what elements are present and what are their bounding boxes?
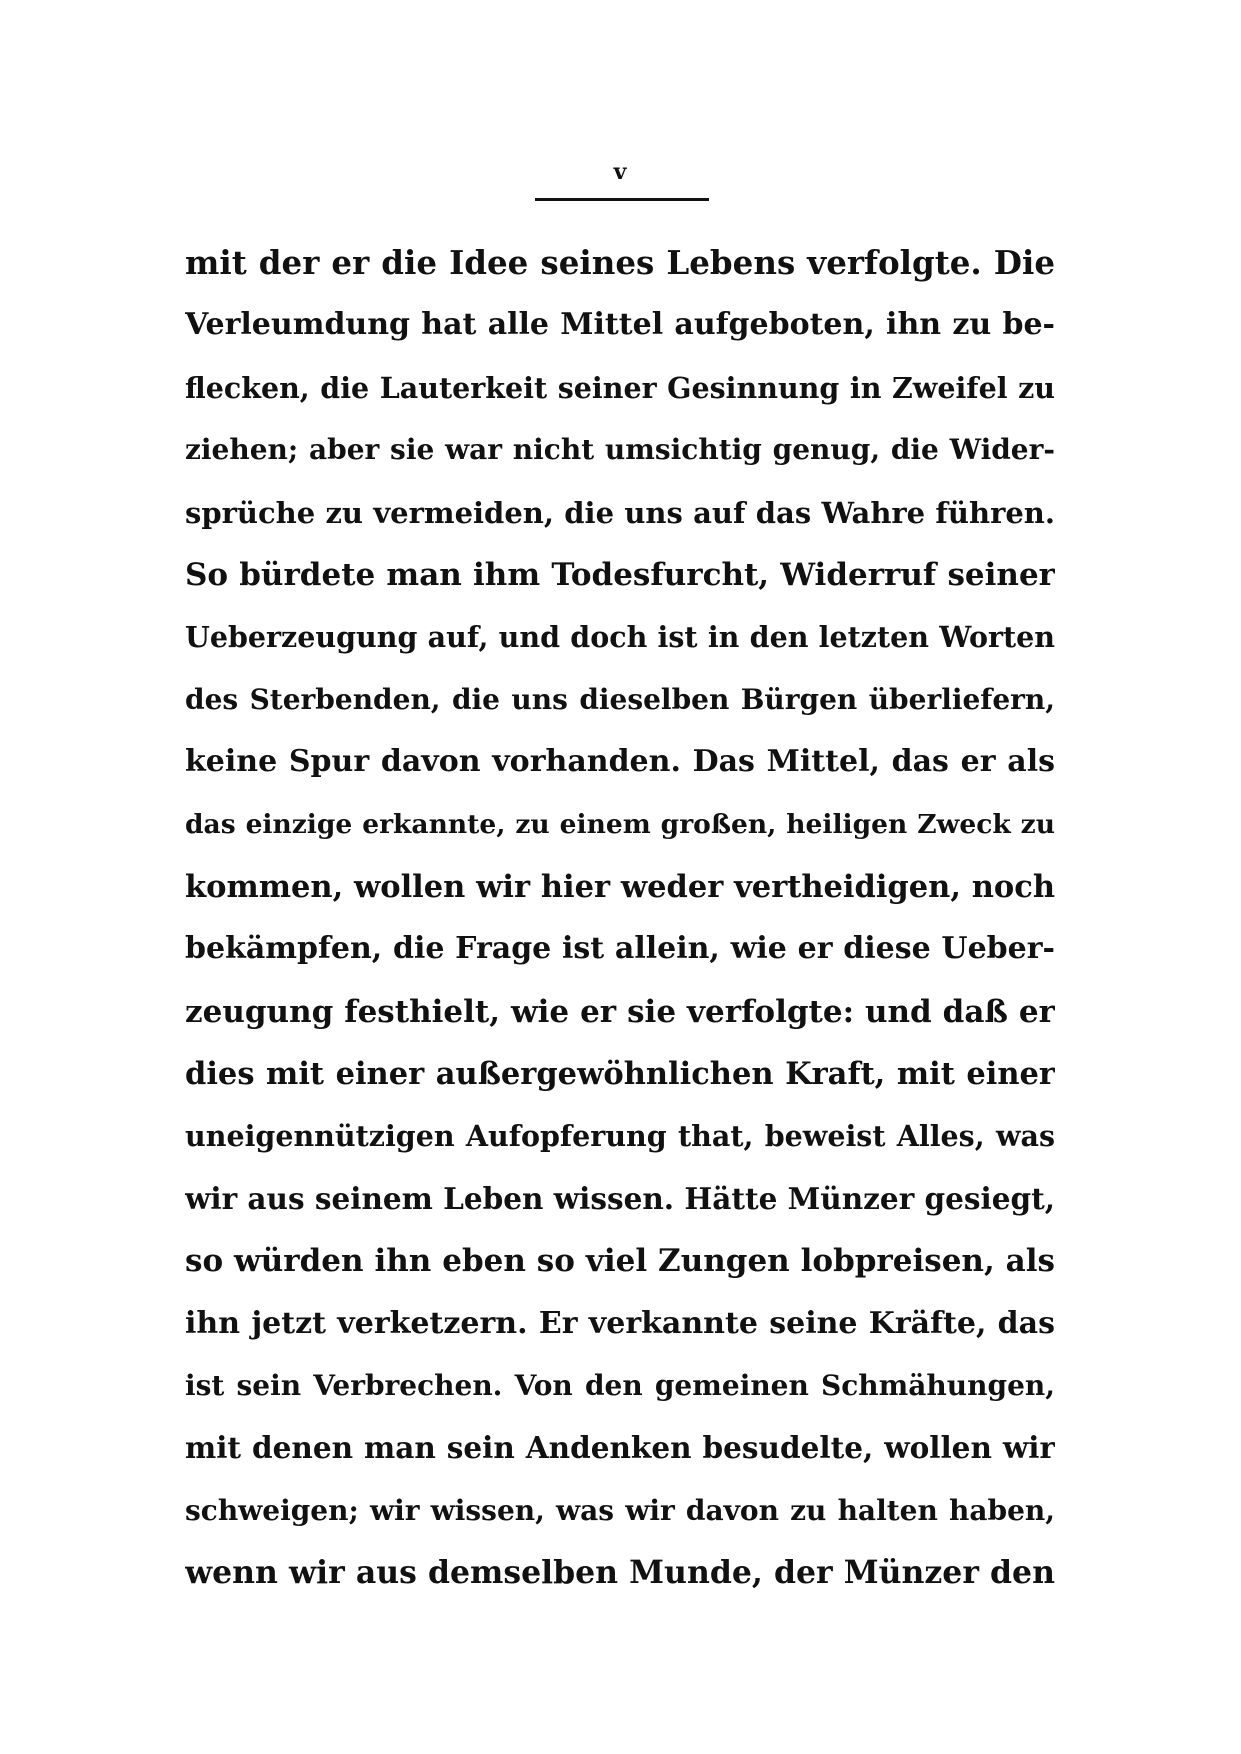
- header-rule: [535, 198, 709, 201]
- text-line: bekämpfen, die Frage ist allein, wie er diese Ueber-: [185, 931, 1055, 967]
- text-line: mit denen man sein Andenken besudelte, wollen wir: [185, 1430, 1055, 1466]
- text-line: flecken, die Lauterkeit seiner Gesinnung in Zweifel zu: [185, 370, 1055, 405]
- text-line: ihn jetzt verketzern. Er verkannte seine Kräfte, das: [185, 1305, 1055, 1341]
- text-line: des Sterbenden, die uns dieselben Bürgen überliefern,: [185, 682, 1055, 716]
- body-text: [185, 232, 1055, 1605]
- text-line: sprüche zu vermeiden, die uns auf das Wahre führen.: [185, 495, 1055, 530]
- text-line: kommen, wollen wir hier weder vertheidigen, noch: [185, 868, 1055, 905]
- text-line: keine Spur davon vorhanden. Das Mittel, das er als: [185, 744, 1055, 780]
- text-line: ist sein Verbrechen. Von den gemeinen Schmähungen,: [185, 1369, 1055, 1403]
- text-line: So bürdete man ihm Todesfurcht, Widerruf seiner: [185, 556, 1055, 593]
- text-line: das einzige erkannte, zu einem großen, heiligen Zweck zu: [185, 808, 1055, 840]
- text-line: dies mit einer außergewöhnlichen Kraft, mit einer: [185, 1056, 1055, 1093]
- page-number: v: [613, 159, 627, 185]
- text-line: schweigen; wir wissen, was wir davon zu halten haben,: [185, 1493, 1055, 1527]
- text-line: mit der er die Idee seines Lebens verfolgte. Die: [185, 243, 1055, 282]
- text-line: wir aus seinem Leben wissen. Hätte Münzer gesiegt,: [185, 1180, 1055, 1216]
- text-line: so würden ihn eben so viel Zungen lobpreisen, als: [185, 1243, 1055, 1280]
- text-line: wenn wir aus demselben Munde, der Münzer den: [185, 1554, 1055, 1592]
- text-line: zeugung festhielt, wie er sie verfolgte: und daß er: [185, 993, 1055, 1030]
- text-line: ziehen; aber sie war nicht umsichtig genug, die Wider-: [185, 433, 1055, 467]
- text-line: Ueberzeugung auf, und doch ist in den letzten Worten: [185, 620, 1055, 655]
- text-line: Verleumdung hat alle Mittel aufgeboten, ihn zu be-: [185, 307, 1055, 343]
- text-line: uneigennützigen Aufopferung that, beweist Alles, was: [185, 1119, 1055, 1154]
